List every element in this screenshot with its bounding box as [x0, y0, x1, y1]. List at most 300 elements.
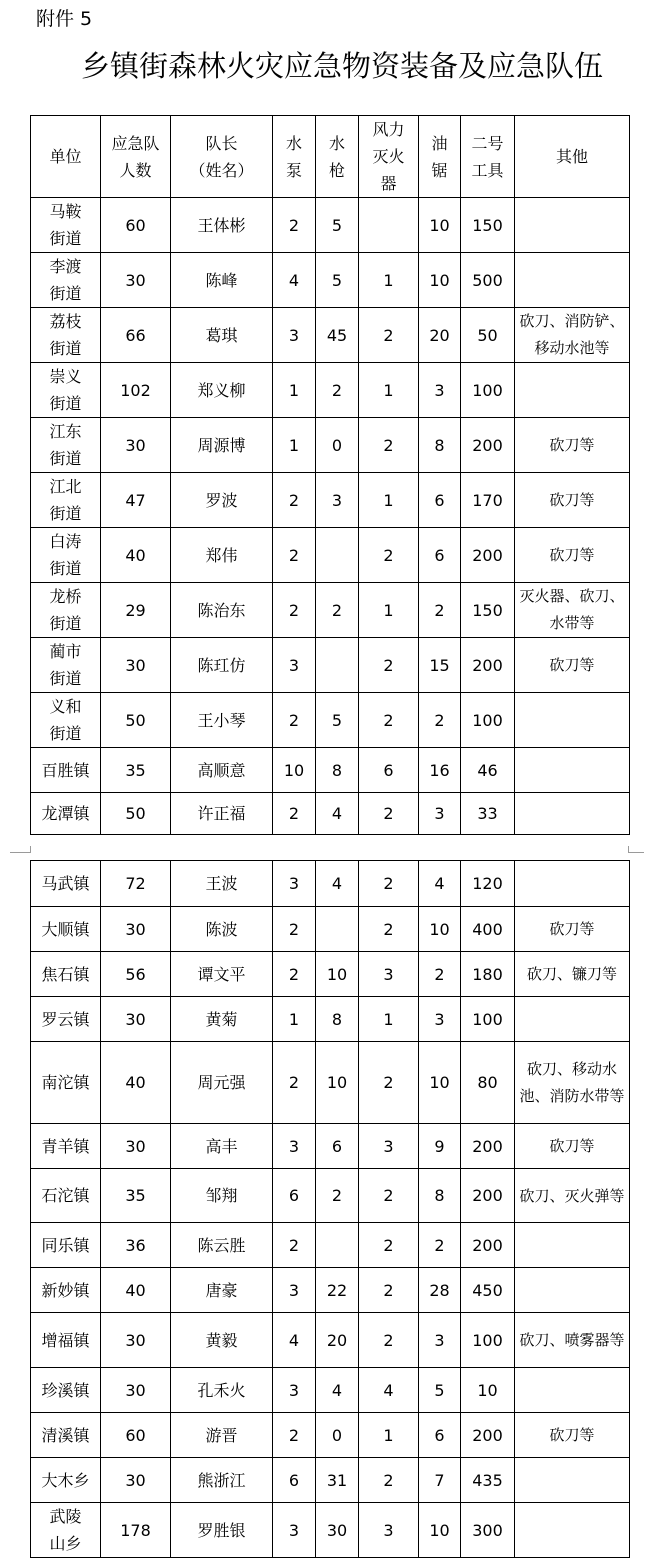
cell-water-pump	[273, 1313, 316, 1368]
leader-value: 黄菊	[205, 1009, 238, 1029]
cell-other	[515, 1503, 630, 1558]
leader-value: 游晋	[205, 1425, 238, 1445]
table-row	[31, 1042, 630, 1124]
cell-other	[515, 1124, 630, 1169]
wind-extinguisher-value: 2	[383, 655, 394, 675]
cell-other	[515, 793, 630, 835]
table-row	[31, 363, 630, 418]
no2-tool-value: 200	[472, 1235, 503, 1255]
water-pump-value: 3	[288, 325, 300, 345]
header-unit-label: 单位	[49, 147, 82, 166]
chainsaw-value: 8	[434, 1186, 445, 1205]
table-row	[31, 1458, 630, 1503]
header-leader-label: 队长（姓名）	[189, 133, 254, 180]
document-title: 乡镇街森林火灾应急物资装备及应急队伍	[80, 49, 603, 83]
cell-water-pump	[273, 583, 316, 638]
leader-value: 郑义柳	[197, 380, 246, 400]
leader-value: 陈治东	[197, 600, 246, 620]
wind-extinguisher-value: 2	[383, 325, 394, 345]
cell-leader	[171, 473, 273, 528]
cell-no2-tool	[461, 861, 515, 907]
cell-chainsaw	[419, 198, 461, 253]
table-row	[31, 1223, 630, 1268]
cell-leader	[171, 1268, 273, 1313]
no2-tool-value: 450	[472, 1280, 503, 1300]
chainsaw-value: 10	[429, 1520, 450, 1540]
water-gun-value: 4	[331, 874, 343, 893]
cell-unit	[31, 907, 101, 952]
cell-team-size	[101, 638, 171, 693]
other-value: 砍刀等	[549, 920, 595, 938]
cell-water-pump	[273, 253, 316, 308]
cell-no2-tool	[461, 528, 515, 583]
water-pump-value: 2	[288, 490, 300, 510]
header-leader	[171, 116, 273, 198]
cell-team-size	[101, 253, 171, 308]
cell-leader	[171, 528, 273, 583]
chainsaw-value: 6	[434, 1425, 445, 1445]
cell-water-gun	[316, 583, 359, 638]
water-gun-value: 10	[326, 1073, 348, 1092]
wind-extinguisher-value: 2	[383, 919, 394, 939]
chainsaw-value: 8	[434, 435, 445, 455]
chainsaw-value: 10	[429, 270, 450, 290]
cell-water-pump	[273, 997, 316, 1042]
unit-value: 新妙镇	[41, 1280, 90, 1300]
other-value: 砍刀等	[549, 656, 595, 674]
water-gun-value: 30	[326, 1520, 348, 1540]
cell-chainsaw	[419, 473, 461, 528]
leader-value: 陈玒仿	[197, 655, 246, 675]
cell-unit	[31, 1313, 101, 1368]
cell-water-gun	[316, 793, 359, 835]
cell-team-size	[101, 693, 171, 748]
cell-wind-extinguisher	[359, 363, 419, 418]
other-value: 砍刀、灭火弹等	[519, 1186, 625, 1205]
cell-water-pump	[273, 198, 316, 253]
table-row	[31, 907, 630, 952]
table-body-part-2	[31, 861, 630, 1558]
unit-value: 清溪镇	[41, 1425, 90, 1445]
team-size-value: 66	[125, 325, 146, 345]
cell-other	[515, 1313, 630, 1368]
cell-water-gun	[316, 1042, 359, 1124]
cell-wind-extinguisher	[359, 793, 419, 835]
cell-team-size	[101, 528, 171, 583]
cell-chainsaw	[419, 793, 461, 835]
cell-water-gun	[316, 1223, 359, 1268]
header-wind-extinguisher	[359, 116, 419, 198]
cell-wind-extinguisher	[359, 253, 419, 308]
cell-chainsaw	[419, 638, 461, 693]
cell-team-size	[101, 1413, 171, 1458]
team-size-value: 30	[125, 1136, 146, 1156]
chainsaw-value: 10	[429, 919, 450, 939]
chainsaw-value: 10	[429, 1073, 450, 1092]
water-pump-value: 2	[288, 804, 300, 823]
water-gun-value: 2	[331, 380, 343, 400]
cell-wind-extinguisher	[359, 418, 419, 473]
cell-team-size	[101, 583, 171, 638]
cell-team-size	[101, 1268, 171, 1313]
cell-no2-tool	[461, 198, 515, 253]
wind-extinguisher-value: 1	[383, 270, 394, 290]
header-chainsaw-label: 油锯	[431, 133, 448, 180]
no2-tool-value: 100	[472, 1009, 503, 1029]
wind-extinguisher-value: 2	[383, 1186, 394, 1205]
cell-team-size	[101, 1169, 171, 1223]
cell-no2-tool	[461, 473, 515, 528]
leader-value: 葛琪	[205, 325, 238, 345]
cell-leader	[171, 1042, 273, 1124]
table-row	[31, 418, 630, 473]
cell-water-gun	[316, 1503, 359, 1558]
cell-other	[515, 952, 630, 997]
cell-unit	[31, 198, 101, 253]
chainsaw-value: 4	[434, 874, 445, 893]
header-water-gun	[316, 116, 359, 198]
team-size-value: 30	[125, 435, 146, 455]
cell-leader	[171, 583, 273, 638]
cell-chainsaw	[419, 1458, 461, 1503]
cell-unit	[31, 793, 101, 835]
cell-water-pump	[273, 1503, 316, 1558]
cell-wind-extinguisher	[359, 1368, 419, 1413]
no2-tool-value: 200	[472, 1136, 503, 1156]
water-pump-value: 2	[288, 600, 300, 620]
cell-no2-tool	[461, 1268, 515, 1313]
header-no2-tool-label: 二号工具	[471, 133, 504, 180]
cell-wind-extinguisher	[359, 693, 419, 748]
water-pump-value: 3	[288, 1136, 300, 1156]
cell-leader	[171, 363, 273, 418]
cell-wind-extinguisher	[359, 308, 419, 363]
cell-water-pump	[273, 748, 316, 793]
cell-other	[515, 198, 630, 253]
cell-leader	[171, 997, 273, 1042]
cell-water-gun	[316, 1124, 359, 1169]
cell-no2-tool	[461, 1223, 515, 1268]
cell-other	[515, 1268, 630, 1313]
cell-no2-tool	[461, 693, 515, 748]
leader-value: 孔禾火	[197, 1380, 246, 1400]
no2-tool-value: 46	[477, 760, 498, 780]
cell-unit	[31, 1458, 101, 1503]
cell-chainsaw	[419, 253, 461, 308]
table-row	[31, 308, 630, 363]
cell-leader	[171, 198, 273, 253]
cell-other	[515, 1413, 630, 1458]
cell-leader	[171, 748, 273, 793]
unit-value: 崇义街道	[49, 367, 82, 413]
cell-water-pump	[273, 793, 316, 835]
cell-water-gun	[316, 528, 359, 583]
wind-extinguisher-value: 3	[383, 1520, 394, 1540]
cell-unit	[31, 418, 101, 473]
no2-tool-value: 100	[472, 710, 503, 730]
team-size-value: 30	[125, 1330, 146, 1350]
cell-wind-extinguisher	[359, 473, 419, 528]
cell-chainsaw	[419, 997, 461, 1042]
no2-tool-value: 180	[472, 964, 503, 984]
no2-tool-value: 150	[472, 600, 503, 620]
cell-team-size	[101, 1223, 171, 1268]
water-pump-value: 4	[288, 270, 300, 290]
water-pump-value: 1	[288, 1009, 300, 1029]
cell-chainsaw	[419, 861, 461, 907]
cell-team-size	[101, 1503, 171, 1558]
cell-water-gun	[316, 952, 359, 997]
water-gun-value: 5	[331, 215, 343, 235]
cell-unit	[31, 528, 101, 583]
no2-tool-value: 80	[477, 1073, 498, 1092]
leader-value: 罗波	[205, 490, 238, 510]
cell-water-pump	[273, 363, 316, 418]
team-size-value: 40	[125, 545, 146, 565]
other-value: 砍刀、喷雾器等	[519, 1331, 625, 1349]
cell-water-gun	[316, 253, 359, 308]
cell-other	[515, 907, 630, 952]
other-value: 砍刀、消防铲、移动水池等	[519, 312, 625, 357]
cell-unit	[31, 1503, 101, 1558]
cell-wind-extinguisher	[359, 1268, 419, 1313]
water-gun-value: 10	[326, 964, 348, 984]
team-size-value: 40	[125, 1280, 146, 1300]
cell-leader	[171, 907, 273, 952]
no2-tool-value: 100	[472, 380, 503, 400]
table-row	[31, 1368, 630, 1413]
cell-water-pump	[273, 418, 316, 473]
chainsaw-value: 3	[434, 804, 445, 823]
cell-water-pump	[273, 1268, 316, 1313]
cell-unit	[31, 748, 101, 793]
other-value: 砍刀、移动水池、消防水带等	[519, 1059, 625, 1105]
cell-no2-tool	[461, 907, 515, 952]
cell-water-pump	[273, 693, 316, 748]
team-size-value: 60	[125, 1425, 146, 1445]
water-pump-value: 2	[288, 215, 300, 235]
cell-water-pump	[273, 1223, 316, 1268]
wind-extinguisher-value: 1	[383, 1009, 394, 1029]
cell-chainsaw	[419, 363, 461, 418]
chainsaw-value: 3	[434, 380, 445, 400]
team-size-value: 72	[125, 874, 146, 893]
cell-chainsaw	[419, 1042, 461, 1124]
chainsaw-value: 2	[434, 710, 445, 730]
cell-no2-tool	[461, 363, 515, 418]
unit-value: 珍溪镇	[41, 1380, 90, 1400]
cell-chainsaw	[419, 1124, 461, 1169]
other-value: 砍刀等	[549, 436, 595, 454]
unit-value: 青羊镇	[41, 1136, 90, 1156]
cell-chainsaw	[419, 1503, 461, 1558]
table-row	[31, 1503, 630, 1558]
wind-extinguisher-value: 2	[383, 874, 394, 893]
cell-wind-extinguisher	[359, 583, 419, 638]
cell-water-pump	[273, 473, 316, 528]
cell-team-size	[101, 1458, 171, 1503]
water-gun-value: 4	[331, 1380, 343, 1400]
cell-team-size	[101, 748, 171, 793]
team-size-value: 47	[125, 490, 146, 510]
cell-no2-tool	[461, 1368, 515, 1413]
cell-team-size	[101, 1124, 171, 1169]
cell-wind-extinguisher	[359, 198, 419, 253]
cell-chainsaw	[419, 418, 461, 473]
unit-value: 大顺镇	[41, 919, 90, 939]
header-no2-tool	[461, 116, 515, 198]
other-value: 砍刀等	[549, 546, 595, 564]
team-size-value: 30	[125, 919, 146, 939]
cell-unit	[31, 1413, 101, 1458]
no2-tool-value: 150	[472, 215, 503, 235]
cell-other	[515, 1169, 630, 1223]
cell-leader	[171, 1413, 273, 1458]
team-size-value: 178	[120, 1520, 151, 1540]
cell-water-gun	[316, 418, 359, 473]
header-team-size	[101, 116, 171, 198]
other-value: 灭火器、砍刀、水带等	[519, 587, 625, 632]
team-size-value: 30	[125, 270, 146, 290]
no2-tool-value: 200	[472, 1425, 503, 1445]
cell-other	[515, 308, 630, 363]
unit-value: 龙潭镇	[41, 804, 90, 823]
water-pump-value: 6	[288, 1470, 300, 1490]
cell-other	[515, 861, 630, 907]
cell-unit	[31, 583, 101, 638]
cell-water-pump	[273, 1042, 316, 1124]
water-gun-value: 6	[331, 1136, 343, 1156]
water-gun-value: 5	[331, 270, 343, 290]
cell-team-size	[101, 1313, 171, 1368]
header-water-gun-label: 水枪	[329, 133, 346, 180]
water-pump-value: 2	[288, 1235, 300, 1255]
cell-other	[515, 1458, 630, 1503]
wind-extinguisher-value: 6	[383, 760, 394, 780]
wind-extinguisher-value: 2	[383, 545, 394, 565]
wind-extinguisher-value: 2	[383, 1235, 394, 1255]
chainsaw-value: 10	[429, 215, 450, 235]
no2-tool-value: 100	[472, 1330, 503, 1350]
unit-value: 石沱镇	[41, 1186, 90, 1205]
cell-leader	[171, 1313, 273, 1368]
unit-value: 增福镇	[41, 1330, 90, 1350]
no2-tool-value: 170	[472, 490, 503, 510]
leader-value: 郑伟	[205, 545, 238, 565]
cell-no2-tool	[461, 1458, 515, 1503]
cell-leader	[171, 1223, 273, 1268]
leader-value: 周元强	[197, 1073, 246, 1092]
unit-value: 龙桥街道	[49, 587, 82, 633]
no2-tool-value: 200	[472, 655, 503, 675]
water-pump-value: 6	[288, 1186, 300, 1205]
wind-extinguisher-value: 2	[383, 804, 394, 823]
cell-other	[515, 748, 630, 793]
equipment-table-part-1	[30, 115, 630, 835]
table-row	[31, 473, 630, 528]
equipment-table-part-2	[30, 860, 630, 1558]
wind-extinguisher-value: 4	[383, 1380, 394, 1400]
table-row	[31, 1313, 630, 1368]
team-size-value: 30	[125, 1380, 146, 1400]
cell-leader	[171, 1368, 273, 1413]
cell-leader	[171, 418, 273, 473]
cell-leader	[171, 952, 273, 997]
chainsaw-value: 3	[434, 1009, 445, 1029]
page-break-mark-left	[10, 852, 30, 853]
cell-no2-tool	[461, 418, 515, 473]
leader-value: 周源博	[197, 435, 246, 455]
cell-water-gun	[316, 1368, 359, 1413]
cell-no2-tool	[461, 997, 515, 1042]
unit-value: 焦石镇	[41, 964, 90, 984]
chainsaw-value: 28	[429, 1280, 450, 1300]
table-row	[31, 952, 630, 997]
cell-other	[515, 693, 630, 748]
cell-no2-tool	[461, 1042, 515, 1124]
cell-no2-tool	[461, 1313, 515, 1368]
cell-team-size	[101, 997, 171, 1042]
leader-value: 唐豪	[205, 1280, 238, 1300]
table-row	[31, 1169, 630, 1223]
unit-value: 武陵山乡	[49, 1507, 82, 1553]
table-row	[31, 793, 630, 835]
team-size-value: 102	[120, 380, 151, 400]
team-size-value: 56	[125, 964, 146, 984]
team-size-value: 36	[125, 1235, 146, 1255]
chainsaw-value: 2	[434, 1235, 445, 1255]
cell-leader	[171, 308, 273, 363]
cell-no2-tool	[461, 583, 515, 638]
cell-no2-tool	[461, 253, 515, 308]
cell-wind-extinguisher	[359, 861, 419, 907]
water-gun-value: 8	[331, 760, 343, 780]
water-pump-value: 10	[283, 760, 305, 780]
cell-other	[515, 1368, 630, 1413]
cell-unit	[31, 638, 101, 693]
table-header-row	[31, 116, 630, 198]
cell-team-size	[101, 952, 171, 997]
wind-extinguisher-value: 1	[383, 1425, 394, 1445]
unit-value: 马鞍街道	[49, 202, 82, 248]
other-value: 砍刀等	[549, 1426, 595, 1444]
water-gun-value: 31	[326, 1470, 348, 1490]
water-gun-value: 4	[331, 804, 343, 823]
chainsaw-value: 3	[434, 1330, 445, 1350]
water-gun-value: 22	[326, 1280, 348, 1300]
cell-water-pump	[273, 638, 316, 693]
table-row	[31, 861, 630, 907]
water-pump-value: 2	[288, 919, 300, 939]
cell-chainsaw	[419, 693, 461, 748]
cell-water-gun	[316, 693, 359, 748]
cell-water-gun	[316, 308, 359, 363]
cell-wind-extinguisher	[359, 1458, 419, 1503]
cell-team-size	[101, 793, 171, 835]
cell-unit	[31, 693, 101, 748]
no2-tool-value: 200	[472, 435, 503, 455]
water-gun-value: 0	[331, 435, 343, 455]
cell-team-size	[101, 1042, 171, 1124]
team-size-value: 29	[125, 600, 146, 620]
leader-value: 陈云胜	[197, 1235, 246, 1255]
cell-other	[515, 363, 630, 418]
cell-other	[515, 583, 630, 638]
cell-no2-tool	[461, 952, 515, 997]
cell-leader	[171, 638, 273, 693]
header-other-label: 其他	[555, 147, 588, 166]
cell-no2-tool	[461, 1169, 515, 1223]
